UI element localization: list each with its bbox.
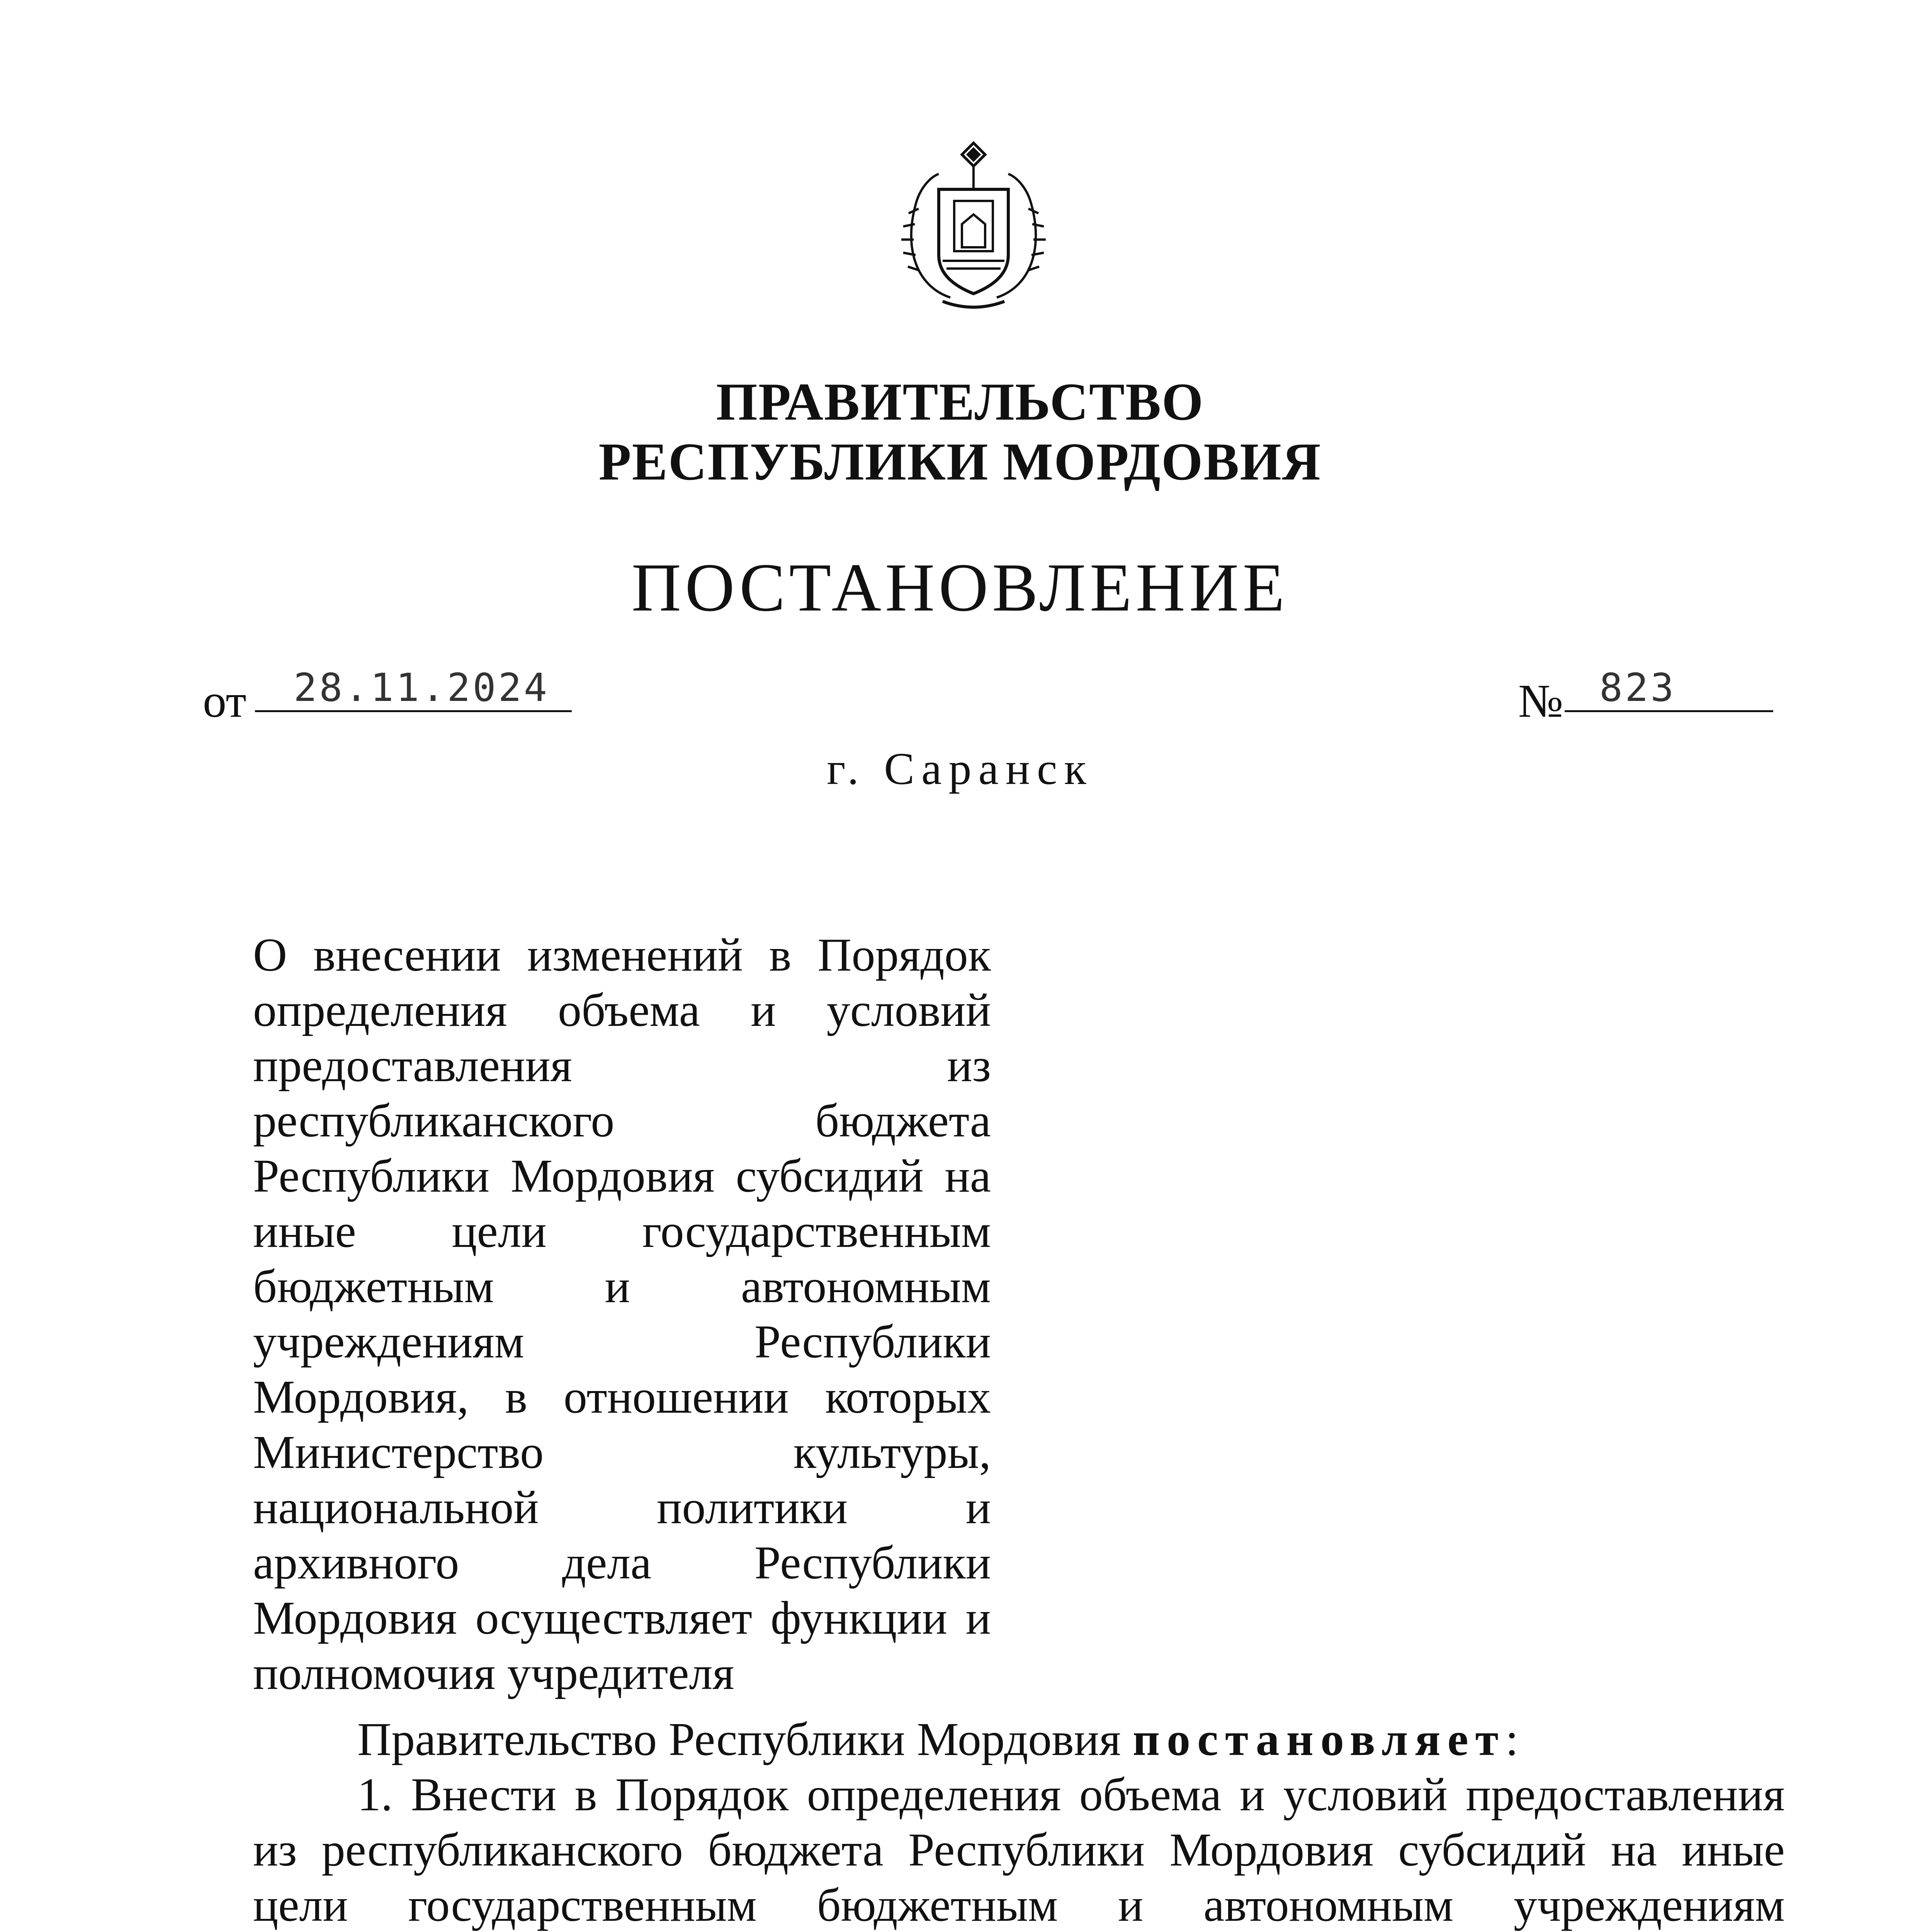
document-number: 823 xyxy=(1599,665,1676,710)
date-underline xyxy=(255,710,572,712)
document-date: 28.11.2024 xyxy=(294,665,550,710)
city: г. Саранск xyxy=(827,743,1093,794)
intro-paragraph xyxy=(253,1712,1785,1767)
intro-emphasis: постановляет xyxy=(1132,1713,1505,1765)
government-title-line1: ПРАВИТЕЛЬСТВО xyxy=(716,372,1204,431)
government-title-line2: РЕСПУБЛИКИ МОРДОВИЯ xyxy=(598,432,1322,491)
number-underline xyxy=(1565,710,1773,712)
intro-prefix: Правительство Республики Мордовия xyxy=(357,1713,1133,1765)
date-label: от xyxy=(203,675,246,727)
number-label: № xyxy=(1518,675,1563,727)
paragraph-1: 1. Внести в Порядок определения объема и условий предоставления из республиканского бюджета Республики Мордовия субсидий на иные цели государственным бюджетным и автономным учреждениям xyxy=(253,1769,1785,1931)
document-body xyxy=(253,1712,1785,1932)
intro-suffix: : xyxy=(1505,1713,1519,1765)
document-subject: О внесении изменений в Порядок определения объема и условий предоставления из республиканского бюджета Республики Мордовия субсидий на иные цели государственным бюджетным и автономным учреждениям Республики Мордовия, в отношении которых Министерство культуры, национальной политики и архивного дела Республики Мордовия осуществляет функции и полномочия учредителя xyxy=(253,929,991,1699)
coat-of-arms-icon xyxy=(892,131,1055,317)
document-type: ПОСТАНОВЛЕНИЕ xyxy=(631,549,1289,626)
